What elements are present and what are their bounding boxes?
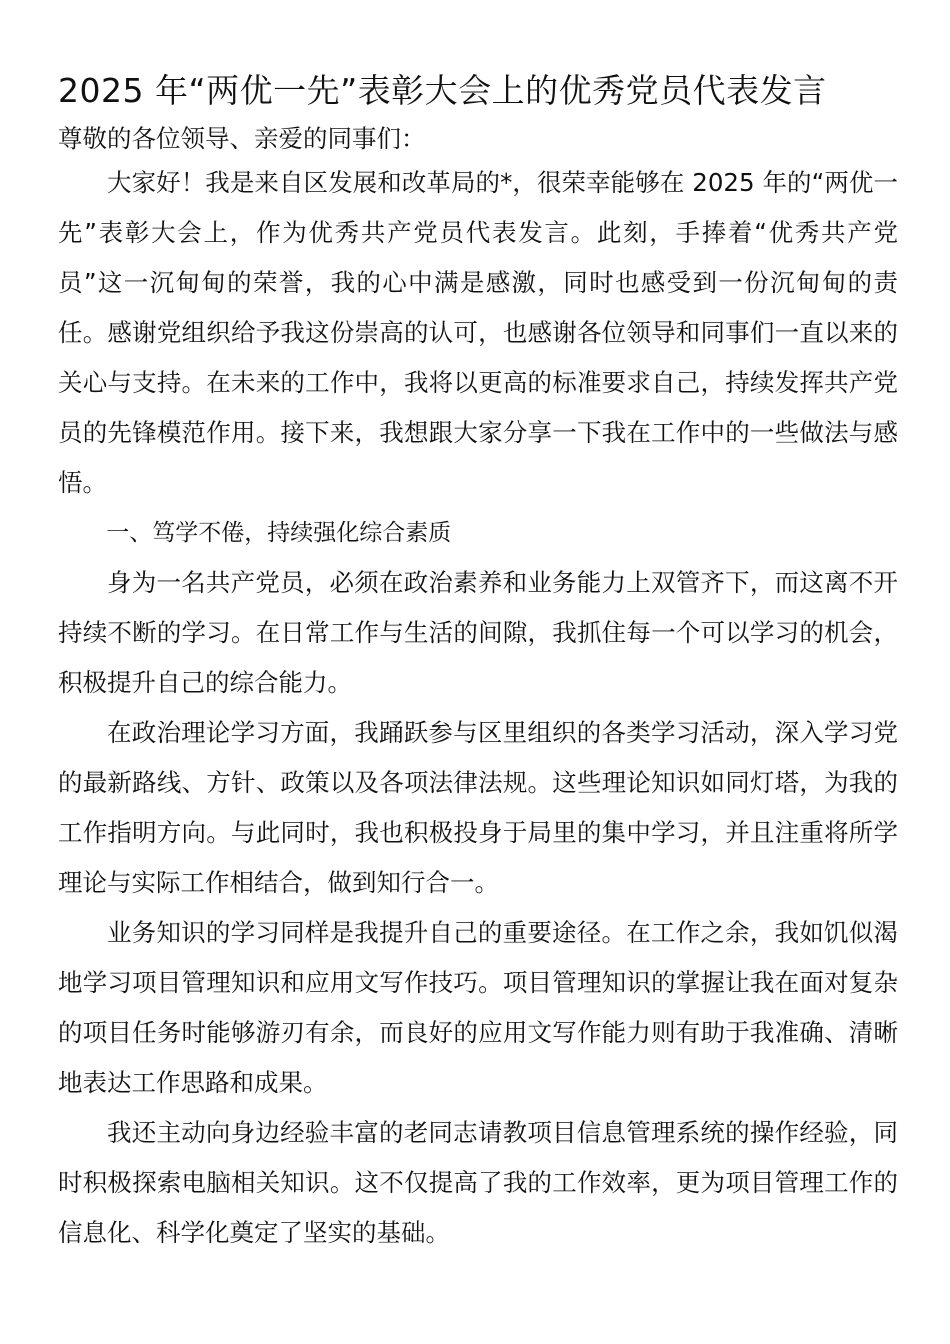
section1-paragraph-4: 我还主动向身边经验丰富的老同志请教项目信息管理系统的操作经验，同时积极探索电脑相关知识。这不仅提高了我的工作效率，更为项目管理工作的信息化、科学化奠定了坚实的基础。 — [58, 1118, 898, 1247]
salutation: 尊敬的各位领导、亲爱的同事们： — [58, 124, 426, 153]
section-heading-1: 一、笃学不倦，持续强化综合素质 — [106, 520, 452, 546]
section1-paragraph-3: 业务知识的学习同样是我提升自己的重要途径。在工作之余，我如饥似渴地学习项目管理知识和应用文写作技巧。项目管理知识的掌握让我在面对复杂的项目任务时能够游刃有余，而良好的应用文写作能力则有助于我准确、清晰地表达工作思路和成果。 — [58, 918, 898, 1097]
document-page — [58, 62, 898, 1258]
document-title: 2025 年“两优一先”表彰大会上的优秀党员代表发言 — [58, 71, 827, 110]
intro-paragraph: 大家好！我是来自区发展和改革局的*，很荣幸能够在 2025 年的“两优一先”表彰大会上，作为优秀共产党员代表发言。此刻，手捧着“优秀共产党员”这一沉甸甸的荣誉，我的心中满是感激，同时也感受到一份沉甸甸的责任。感谢党组织给予我这份崇高的认可，也感谢各位领导和同事们一直以来的关心与支持。在未来的工作中，我将以更高的标准要求自己，持续发挥共产党员的先锋模范作用。接下来，我想跟大家分享一下我在工作中的一些做法与感悟。 — [58, 168, 898, 497]
section1-paragraph-1: 身为一名共产党员，必须在政治素养和业务能力上双管齐下，而这离不开持续不断的学习。在日常工作与生活的间隙，我抓住每一个可以学习的机会，积极提升自己的综合能力。 — [58, 568, 898, 697]
section1-paragraph-2: 在政治理论学习方面，我踊跃参与区里组织的各类学习活动，深入学习党的最新路线、方针、政策以及各项法律法规。这些理论知识如同灯塔，为我的工作指明方向。与此同时，我也积极投身于局里的集中学习，并且注重将所学理论与实际工作相结合，做到知行合一。 — [58, 718, 898, 897]
